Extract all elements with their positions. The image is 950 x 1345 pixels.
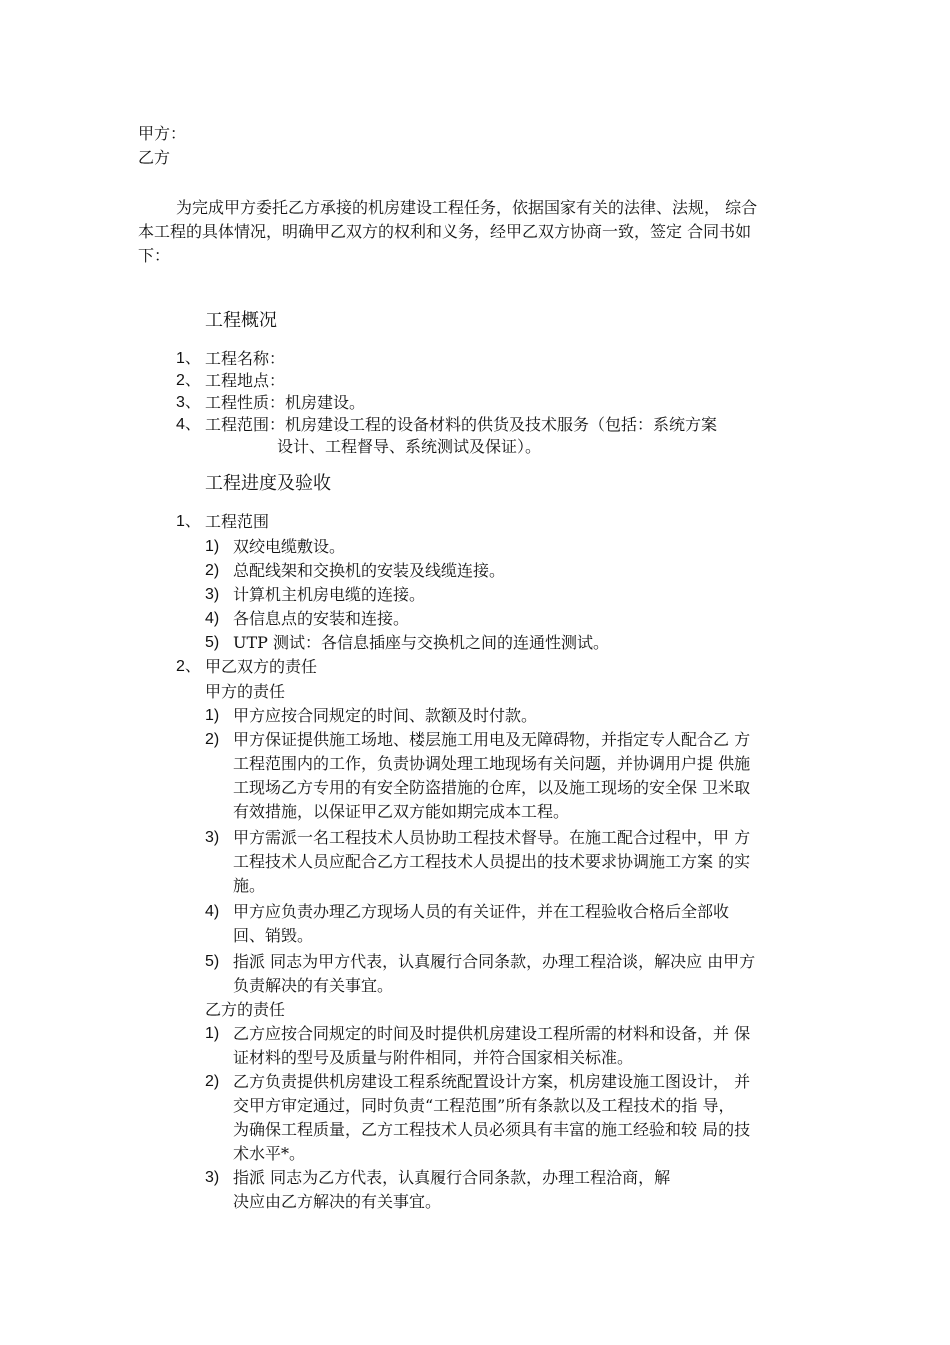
list-item-continuation: 施。: [233, 876, 266, 895]
list-item: 计算机主机房电缆的连接。: [233, 585, 426, 604]
list-number: 2、: [176, 658, 201, 675]
list-item-continuation: 为确保工程质量，乙方工程技术人员必须具有丰富的施工经验和较 局的技: [233, 1120, 751, 1139]
list-number: 3): [205, 829, 220, 846]
list-number: 5): [205, 634, 220, 651]
list-number: 3、: [176, 394, 201, 411]
list-item-continuation: 术水平*。: [233, 1144, 306, 1163]
list-number: 2): [205, 562, 220, 579]
list-number: 3): [205, 586, 220, 603]
list-number: 4): [205, 903, 220, 920]
party-a-label: 甲方：: [138, 124, 187, 143]
list-number: 1): [205, 1025, 220, 1042]
list-item: 各信息点的安装和连接。: [233, 609, 410, 628]
list-item-continuation: 工程范围内的工作，负责协调处理工地现场有关问题，并协调用户提 供施: [233, 754, 751, 773]
list-number: 3): [205, 1169, 220, 1186]
list-item: 工程地点：: [205, 371, 286, 390]
section-title-overview: 工程概况: [205, 310, 277, 331]
list-item-continuation: 决应由乙方解决的有关事宜。: [233, 1192, 442, 1211]
list-number: 2、: [176, 372, 201, 389]
party-b-label: 乙方: [138, 148, 171, 167]
list-item: UTP 测试：各信息插座与交换机之间的连通性测试。: [233, 633, 610, 652]
list-number: 1): [205, 707, 220, 724]
party-b-duties-label: 乙方的责任: [205, 1000, 286, 1019]
party-a-duties-label: 甲方的责任: [205, 682, 286, 701]
list-item: 总配线架和交换机的安装及线缆连接。: [233, 561, 506, 580]
list-item: 双绞电缆敷设。: [233, 537, 346, 556]
intro-line: 下：: [138, 246, 171, 265]
list-item: 乙方负责提供机房建设工程系统配置设计方案，机房建设施工图设计， 并: [233, 1072, 751, 1091]
subsection-label: 甲乙双方的责任: [205, 657, 318, 676]
list-item-continuation: 交甲方审定通过，同时负责“工程范围”所有条款以及工程技术的指 导，: [233, 1096, 735, 1115]
list-number: 4): [205, 610, 220, 627]
list-number: 4、: [176, 416, 201, 433]
list-item: 甲方保证提供施工场地、楼层施工用电及无障碍物，并指定专人配合乙 方: [233, 730, 751, 749]
list-item: 甲方应负责办理乙方现场人员的有关证件，并在工程验收合格后全部收: [233, 902, 730, 921]
list-item: 甲方应按合同规定的时间、款额及时付款。: [233, 706, 538, 725]
list-item: 工程范围：机房建设工程的设备材料的供货及技术服务（包括：系统方案: [205, 415, 718, 434]
list-item-continuation: 工程技术人员应配合乙方工程技术人员提出的技术要求协调施工方案 的实: [233, 852, 751, 871]
section-title-progress: 工程进度及验收: [205, 473, 331, 494]
list-item: 指派 同志为甲方代表，认真履行合同条款，办理工程洽谈，解决应 由甲方: [233, 952, 756, 971]
list-number: 2): [205, 1073, 220, 1090]
list-item-continuation: 证材料的型号及质量与附件相同，并符合国家相关标准。: [233, 1048, 634, 1067]
list-item: 工程性质：机房建设。: [205, 393, 366, 412]
list-number: 2): [205, 731, 220, 748]
list-item: 指派 同志为乙方代表，认真履行合同条款，办理工程洽商，解: [233, 1168, 671, 1187]
list-item-continuation: 回、销毁。: [233, 926, 314, 945]
list-item-continuation: 有效措施，以保证甲乙双方能如期完成本工程。: [233, 802, 570, 821]
intro-line: 本工程的具体情况，明确甲乙双方的权利和义务，经甲乙双方协商一致，签定 合同书如: [138, 222, 752, 241]
subsection-label: 工程范围: [205, 512, 270, 531]
list-number: 5): [205, 953, 220, 970]
list-item: 甲方需派一名工程技术人员协助工程技术督导。在施工配合过程中，甲 方: [233, 828, 751, 847]
intro-line: 为完成甲方委托乙方承接的机房建设工程任务，依据国家有关的法律、法规， 综合: [176, 198, 758, 217]
list-item-continuation: 工现场乙方专用的有安全防盗措施的仓库，以及施工现场的安全保 卫米取: [233, 778, 751, 797]
list-item-continuation: 设计、工程督导、系统测试及保证）。: [277, 437, 542, 456]
list-item-continuation: 负责解决的有关事宜。: [233, 976, 394, 995]
list-number: 1、: [176, 513, 201, 530]
list-number: 1、: [176, 350, 201, 367]
list-item: 乙方应按合同规定的时间及时提供机房建设工程所需的材料和设备，并 保: [233, 1024, 751, 1043]
list-number: 1): [205, 538, 220, 555]
list-item: 工程名称：: [205, 349, 286, 368]
